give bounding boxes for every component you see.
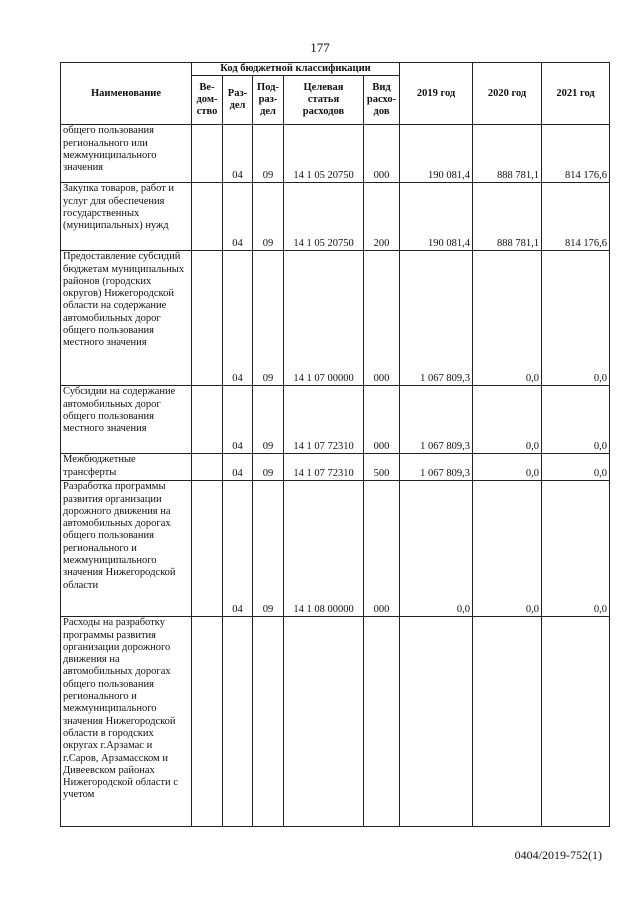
row-value-2020: 0,0 xyxy=(473,386,542,454)
document-code: 0404/2019-752(1) xyxy=(514,848,602,862)
row-value-2019 xyxy=(400,617,473,827)
col-header-department: Ве- дом- ство xyxy=(192,76,223,125)
col-header-name: Наименование xyxy=(61,63,192,125)
row-expense-type: 000 xyxy=(364,125,400,183)
row-value-2019: 1 067 809,3 xyxy=(400,386,473,454)
table-row xyxy=(61,454,610,481)
row-value-2021: 814 176,6 xyxy=(542,183,610,251)
row-section: 04 xyxy=(223,183,253,251)
row-value-2021: 0,0 xyxy=(542,251,610,386)
row-value-2021: 0,0 xyxy=(542,481,610,617)
row-department xyxy=(192,617,223,827)
row-value-2019: 1 067 809,3 xyxy=(400,454,473,481)
row-subsection: 09 xyxy=(253,454,284,481)
row-value-2020: 0,0 xyxy=(473,481,542,617)
row-target-item: 14 1 07 00000 xyxy=(284,251,364,386)
page-number: 177 xyxy=(310,40,330,55)
row-expense-type xyxy=(364,617,400,827)
row-subsection: 09 xyxy=(253,386,284,454)
row-name: Разработка программы развития организации дорожного движения на автомобильных дорогах общего пользования регионального и межмуниципального значения Нижегородской области xyxy=(61,481,192,617)
table-row xyxy=(61,481,610,617)
row-expense-type: 000 xyxy=(364,386,400,454)
row-expense-type: 000 xyxy=(364,481,400,617)
row-name: Субсидии на содержание автомобильных дорог общего пользования местного значения xyxy=(61,386,192,454)
col-header-2019: 2019 год xyxy=(400,63,473,125)
row-subsection: 09 xyxy=(253,125,284,183)
budget-table xyxy=(60,62,610,827)
col-header-2021: 2021 год xyxy=(542,63,610,125)
row-department xyxy=(192,251,223,386)
row-department xyxy=(192,125,223,183)
col-header-2020: 2020 год xyxy=(473,63,542,125)
col-header-subsection: Под- раз- дел xyxy=(253,76,284,125)
row-target-item: 14 1 07 72310 xyxy=(284,386,364,454)
col-header-section: Раз- дел xyxy=(223,76,253,125)
table-row xyxy=(61,125,610,183)
table-row xyxy=(61,251,610,386)
row-target-item: 14 1 05 20750 xyxy=(284,183,364,251)
table-row xyxy=(61,617,610,827)
row-value-2019: 190 081,4 xyxy=(400,183,473,251)
row-expense-type: 000 xyxy=(364,251,400,386)
row-value-2019: 190 081,4 xyxy=(400,125,473,183)
row-subsection: 09 xyxy=(253,251,284,386)
row-target-item: 14 1 08 00000 xyxy=(284,481,364,617)
row-subsection xyxy=(253,617,284,827)
row-expense-type: 500 xyxy=(364,454,400,481)
table-row xyxy=(61,183,610,251)
row-value-2020: 888 781,1 xyxy=(473,183,542,251)
row-value-2019: 1 067 809,3 xyxy=(400,251,473,386)
row-value-2021 xyxy=(542,617,610,827)
row-value-2019: 0,0 xyxy=(400,481,473,617)
row-department xyxy=(192,454,223,481)
row-value-2021: 814 176,6 xyxy=(542,125,610,183)
row-name: Предоставление субсидий бюджетам муниципальных районов (городских округов) Нижегородской области на содержание автомобильных дорог общего пользования местного значения xyxy=(61,251,192,386)
row-name: Закупка товаров, работ и услуг для обеспечения государственных (муниципальных) нужд xyxy=(61,183,192,251)
row-name: Расходы на разработку программы развития организации дорожного движения на автомобильных дорогах общего пользования регионального и межмуниципального значения Нижегородской области в городских округах г.Арзамас и г.Саров, Арзамасском и Дивеевском районах Нижегородской области с учетом xyxy=(61,617,192,827)
row-department xyxy=(192,481,223,617)
row-value-2020: 0,0 xyxy=(473,454,542,481)
row-name: общего пользования регионального или межмуниципального значения xyxy=(61,125,192,183)
row-value-2020 xyxy=(473,617,542,827)
row-department xyxy=(192,386,223,454)
row-section: 04 xyxy=(223,386,253,454)
col-header-budget-code: Код бюджетной классификации xyxy=(192,63,400,76)
row-name: Межбюджетные трансферты xyxy=(61,454,192,481)
row-expense-type: 200 xyxy=(364,183,400,251)
row-target-item: 14 1 05 20750 xyxy=(284,125,364,183)
table-row xyxy=(61,386,610,454)
row-target-item xyxy=(284,617,364,827)
row-department xyxy=(192,183,223,251)
row-section: 04 xyxy=(223,251,253,386)
row-target-item: 14 1 07 72310 xyxy=(284,454,364,481)
row-section: 04 xyxy=(223,454,253,481)
row-subsection: 09 xyxy=(253,183,284,251)
col-header-expense-type: Вид расхо- дов xyxy=(364,76,400,125)
row-value-2021: 0,0 xyxy=(542,454,610,481)
row-section: 04 xyxy=(223,481,253,617)
row-section: 04 xyxy=(223,125,253,183)
col-header-target-item: Целевая статья расходов xyxy=(284,76,364,125)
row-subsection: 09 xyxy=(253,481,284,617)
row-section xyxy=(223,617,253,827)
row-value-2020: 888 781,1 xyxy=(473,125,542,183)
row-value-2020: 0,0 xyxy=(473,251,542,386)
row-value-2021: 0,0 xyxy=(542,386,610,454)
